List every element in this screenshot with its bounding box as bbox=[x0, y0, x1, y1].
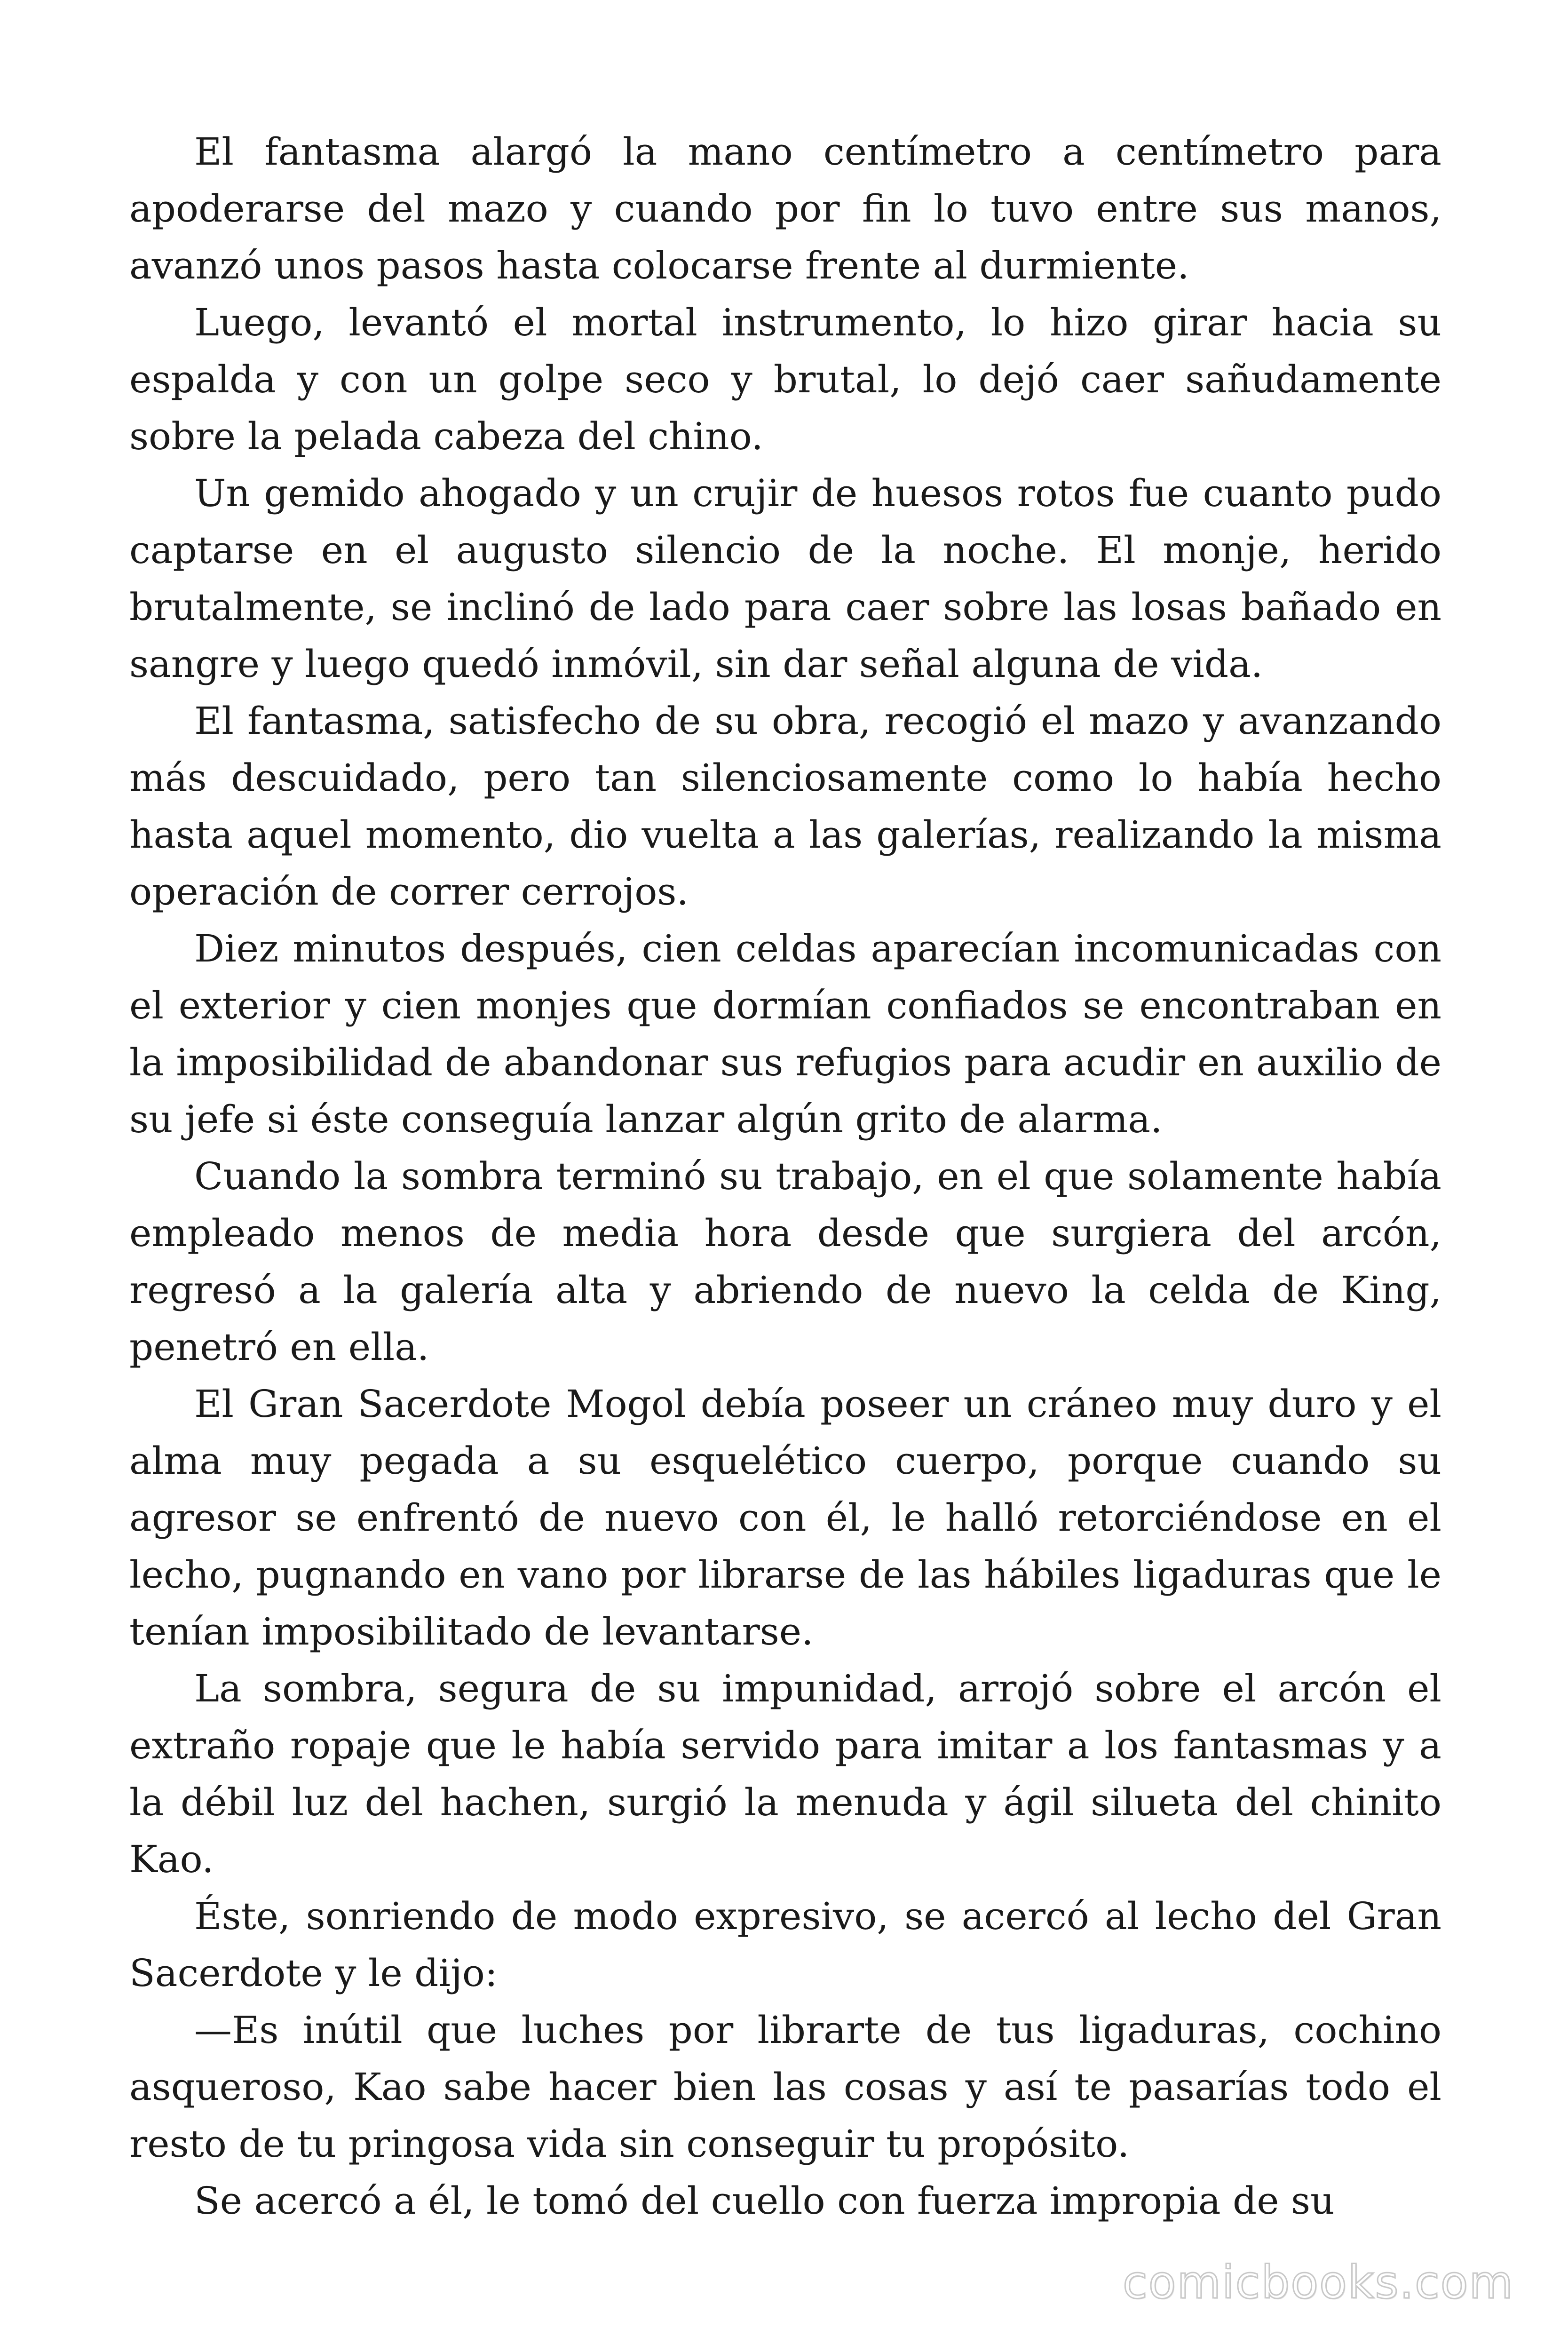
paragraph: La sombra, segura de su impunidad, arrojó sobre el arcón el extraño ropaje que le había servido para imitar a los fantasmas y a la débil luz del hachen, surgió la menuda y ágil silueta del chinito Kao. bbox=[129, 1667, 1441, 1881]
watermark: comicbooks.com bbox=[1122, 2256, 1514, 2309]
paragraph: Diez minutos después, cien celdas aparecían incomunicadas con el exterior y cien monjes que dormían confiados se encontraban en la imposibilidad de abandonar sus refugios para acudir en auxilio de su jefe si éste conseguía lanzar algún grito de alarma. bbox=[129, 927, 1441, 1141]
paragraph: Se acercó a él, le tomó del cuello con fuerza impropia de su bbox=[194, 2179, 1335, 2223]
paragraph: Luego, levantó el mortal instrumento, lo hizo girar hacia su espalda y con un golpe seco y brutal, lo dejó caer sañudamente sobre la pelada cabeza del chino. bbox=[129, 301, 1441, 458]
paragraph: El fantasma alargó la mano centímetro a centímetro para apoderarse del mazo y cuando por fin lo tuvo entre sus manos, avanzó unos pasos hasta colocarse frente al durmiente. bbox=[129, 130, 1441, 287]
paragraph: El fantasma, satisfecho de su obra, recogió el mazo y avanzando más descuidado, pero tan silenciosamente como lo había hecho hasta aquel momento, dio vuelta a las galerías, realizando la misma operación de correr cerrojos. bbox=[129, 699, 1441, 914]
paragraph: —Es inútil que luches por librarte de tus ligaduras, cochino asqueroso, Kao sabe hacer bien las cosas y así te pasarías todo el resto de tu pringosa vida sin conseguir tu propósito. bbox=[129, 2008, 1441, 2166]
paragraph: Cuando la sombra terminó su trabajo, en el que solamente había empleado menos de media hora desde que surgiera del arcón, regresó a la galería alta y abriendo de nuevo la celda de King, penetró en ella. bbox=[129, 1154, 1441, 1369]
paragraph: Éste, sonriendo de modo expresivo, se acercó al lecho del Gran Sacerdote y le dijo: bbox=[129, 1894, 1441, 1995]
paragraph: El Gran Sacerdote Mogol debía poseer un cráneo muy duro y el alma muy pegada a su esquelético cuerpo, porque cuando su agresor se enfrentó de nuevo con él, le halló retorciéndose en el lecho, pugnando en vano por librarse de las hábiles ligaduras que le tenían imposibilitado de levantarse. bbox=[129, 1382, 1441, 1653]
body-text bbox=[129, 123, 1441, 2229]
paragraph: Un gemido ahogado y un crujir de huesos rotos fue cuanto pudo captarse en el augusto silencio de la noche. El monje, herido brutalmente, se inclinó de lado para caer sobre las losas bañado en sangre y luego quedó inmóvil, sin dar señal alguna de vida. bbox=[129, 471, 1441, 686]
